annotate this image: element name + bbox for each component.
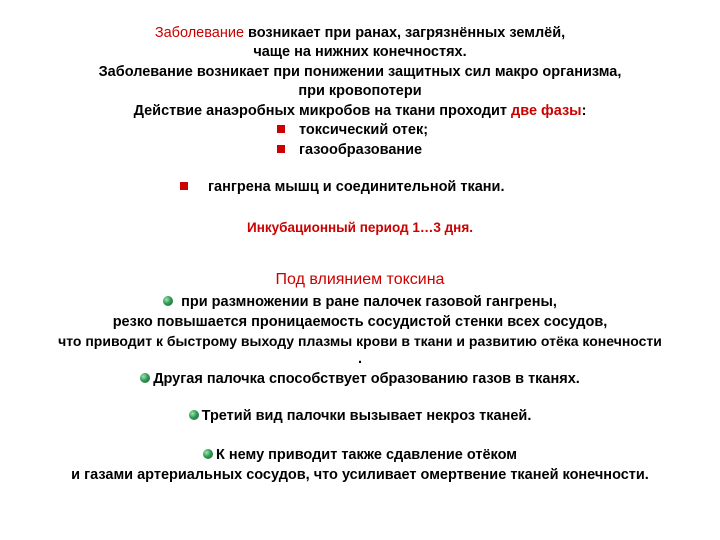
- phase-item: [277, 141, 677, 160]
- toxin-heading: [0, 270, 720, 289]
- toxin-heading-text: Под влиянием токсина: [275, 271, 445, 288]
- phase-item: [277, 121, 677, 140]
- green-ball-icon: [189, 410, 199, 420]
- gangrene-item: [180, 178, 680, 197]
- other-bacillus-item: [0, 370, 720, 389]
- disease-word: Заболевание: [154, 25, 245, 41]
- toxin-line-1: [0, 293, 720, 312]
- intro-line-2: чаще на нижних конечностях.: [253, 44, 467, 60]
- intro-line-1: [0, 24, 720, 43]
- phases-colon: :: [581, 103, 587, 119]
- incubation-period: Инкубационный период 1…3 дня.: [247, 220, 473, 235]
- intro-line-5: [0, 102, 720, 121]
- compression-line-1: К нему приводит также сдавление отёком: [216, 447, 517, 463]
- green-ball-icon: [203, 449, 213, 459]
- intro-line-3: Заболевание возникает при понижении защитных сил макро организма,: [98, 64, 622, 80]
- red-square-icon: [180, 182, 188, 190]
- gangrene-text: гангрена мышц и соединительной ткани.: [208, 179, 505, 195]
- phase-label: газообразование: [299, 142, 423, 158]
- intro-line-1-rest: возникает при ранах, загрязнённых землёй,: [244, 25, 566, 41]
- toxin-line-2: резко повышается проницаемость сосудистой стенки всех сосудов,: [112, 314, 608, 330]
- toxin-line-4: .: [357, 351, 363, 367]
- third-type-text: Третий вид палочки вызывает некроз тканей.: [201, 408, 532, 424]
- compression-item: [0, 446, 720, 465]
- third-type-item: [0, 407, 720, 426]
- other-bacillus-text: Другая палочка способствует образованию газов в тканях.: [153, 371, 580, 387]
- phase-label: токсический отек;: [299, 122, 429, 138]
- two-phases: две фазы: [511, 103, 582, 119]
- phases-intro: Действие анаэробных микробов на ткани проходит: [133, 103, 512, 119]
- toxin-line-1-text: при размножении в ране палочек газовой гангрены,: [181, 294, 557, 310]
- toxin-line-3: что приводит к быстрому выходу плазмы крови в ткани и развитию отёка конечности: [58, 333, 662, 349]
- red-square-icon: [277, 125, 285, 133]
- compression-line-2: и газами артериальных сосудов, что усиливает омертвение тканей конечности.: [71, 467, 649, 483]
- intro-line-4: при кровопотери: [298, 83, 422, 99]
- green-ball-icon: [140, 373, 150, 383]
- green-ball-icon: [163, 296, 173, 306]
- red-square-icon: [277, 145, 285, 153]
